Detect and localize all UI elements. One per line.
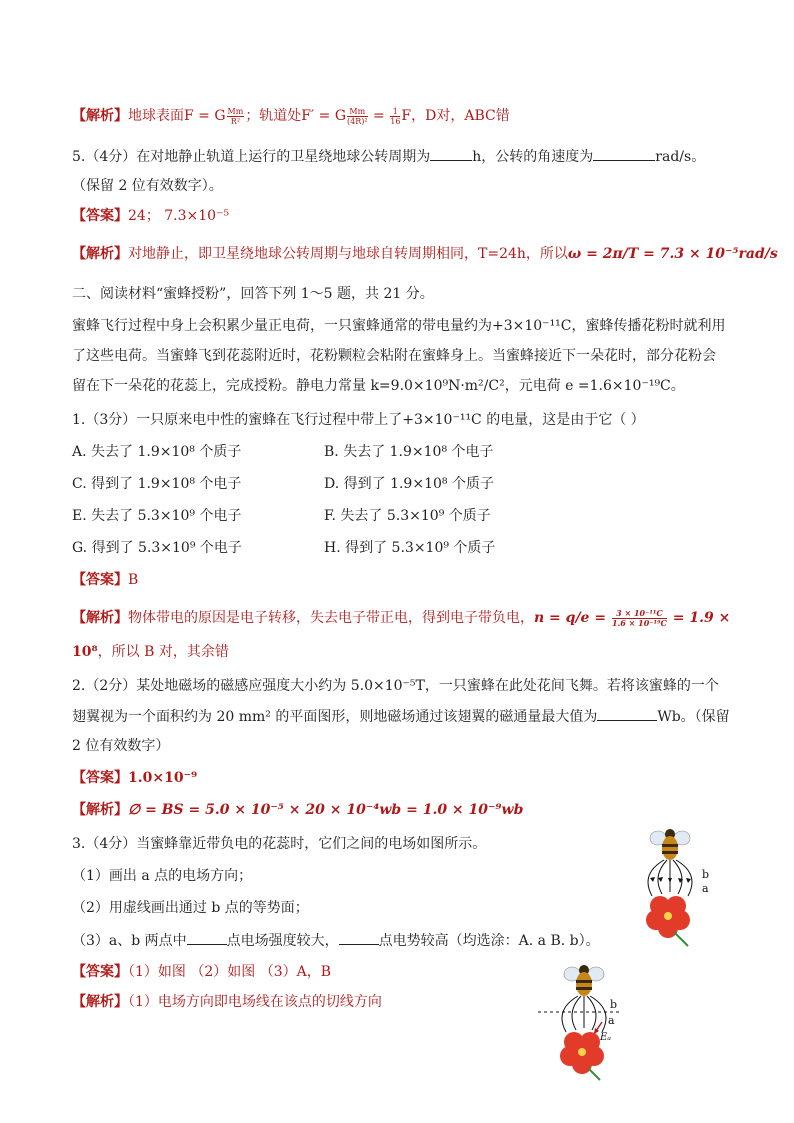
q1-answer <box>72 570 138 590</box>
q2-analysis <box>72 800 523 820</box>
answer-blank[interactable] <box>430 146 472 161</box>
ea-arrowhead <box>594 1028 599 1034</box>
q5-answer <box>72 206 229 226</box>
option-f[interactable]: F. 失去了 5.3×10⁹ 个质子 <box>324 508 491 524</box>
answer-text: 1.0×10⁻⁹ <box>128 770 198 786</box>
q3-answer <box>72 962 331 982</box>
analysis-formula: ω = 2π/T = 7.3 × 10⁻⁵rad/s <box>567 246 778 262</box>
reading-paragraph: 蜜蜂飞行过程中身上会积累少量正电荷，一只蜜蜂通常的带电量约为+3×10⁻¹¹C，蜜蜂传播花粉时就利用 <box>72 318 726 334</box>
q1-stem: 1.（3分）一只原来电中性的蜜蜂在飞行过程中带上了+3×10⁻¹¹C 的电量，这是由于它（ ） <box>72 412 645 428</box>
answer-text: （1）如图 （2）如图 （3）A，B <box>128 964 332 980</box>
analysis-tag: 【解析】 <box>72 108 128 124</box>
analysis-tag: 【解析】 <box>72 610 128 626</box>
option-g[interactable]: G. 得到了 5.3×10⁹ 个电子 <box>72 540 242 556</box>
option-b[interactable]: B. 失去了 1.9×10⁸ 个电子 <box>324 444 494 460</box>
analysis-formula: 10⁸ <box>72 644 98 660</box>
q3-sub1: （1）画出 a 点的电场方向； <box>72 868 253 884</box>
reading-paragraph: 了这些电荷。当蜜蜂飞到花蕊附近时，花粉颗粒会粘附在蜜蜂身上。当蜜蜂接近下一朵花时，部分花粉会 <box>72 348 716 364</box>
q3-analysis <box>72 992 382 1012</box>
reading-paragraph: 留在下一朵花的花蕊上，完成授粉。静电力常量 k=9.0×10⁹N·m²/C²，元电荷 e =1.6×10⁻¹⁹C。 <box>72 378 685 394</box>
analysis-tag: 【解析】 <box>72 246 128 262</box>
q2-stem: 2.（2分）某处地磁场的磁感应强度大小约为 5.0×10⁻⁵T，一只蜜蜂在此处花间飞舞。若将该蜜蜂的一个 <box>72 678 719 694</box>
q1-analysis-cont <box>72 642 229 662</box>
analysis-text: 地球表面F = G $\frac{Mm}{\text{R²}}$ ；轨道处F′ = G $\frac{Mm}{\text{(4R)²}}$ = $\frac{1}{16}$ F，D对，ABC错 <box>128 106 510 126</box>
q4-analysis <box>72 106 510 126</box>
point-b-label: b <box>702 868 710 881</box>
analysis-text: 对地静止，即卫星绕地球公转周期与地球自转周期相同，T=24h，所以 <box>128 246 568 262</box>
option-h[interactable]: H. 得到了 5.3×10⁹ 个质子 <box>324 540 496 556</box>
q3-sub2: （2）用虚线画出通过 b 点的等势面； <box>72 900 309 916</box>
analysis-formula: ∅ = BS = 5.0 × 10⁻⁵ × 20 × 10⁻⁴wb = 1.0 × 10⁻⁹wb <box>128 802 524 818</box>
answer-tag: 【答案】 <box>72 770 128 786</box>
option-c[interactable]: C. 得到了 1.9×10⁸ 个电子 <box>72 476 242 492</box>
point-a-label: a <box>608 1014 615 1027</box>
q2-answer <box>72 768 197 788</box>
option-e[interactable]: E. 失去了 5.3×10⁹ 个电子 <box>72 508 242 524</box>
q2-note: 2 位有效数字） <box>72 738 170 754</box>
bee-flower-field-figure <box>630 822 720 948</box>
q1-analysis <box>72 608 730 628</box>
analysis-tag: 【解析】 <box>72 994 128 1010</box>
analysis-text: ，所以 B 对，其余错 <box>97 644 229 660</box>
q2-stem-cont: 翅翼视为一个面积约为 20 mm² 的平面图形，则地磁场通过该翅翼的磁通量最大值为 Wb。（保留 <box>72 706 730 727</box>
point-b-label: b <box>610 998 618 1011</box>
answer-tag: 【答案】 <box>72 964 128 980</box>
q5-analysis <box>72 244 778 264</box>
answer-blank[interactable] <box>339 930 379 945</box>
section-heading: 二、阅读材料“蜜蜂授粉”，回答下列 1～5 题，共 21 分。 <box>72 286 434 302</box>
q3-stem: 3.（4分）当蜜蜂靠近带负电的花蕊时，它们之间的电场如图所示。 <box>72 836 487 852</box>
q3-sub3: （3）a、b 两点中 点电场强度较大， 点电势较高（均选涂：A. a B. b）。 <box>72 930 600 951</box>
q5-stem: 5.（4分）在对地静止轨道上运行的卫星绕地球公转周期为 h，公转的角速度为 rad/s。 <box>72 146 705 167</box>
flower-icon <box>646 896 690 946</box>
q5-note: （保留 2 位有效数字）。 <box>72 178 223 194</box>
option-d[interactable]: D. 得到了 1.9×10⁸ 个质子 <box>324 476 494 492</box>
option-a[interactable]: A. 失去了 1.9×10⁸ 个质子 <box>72 444 242 460</box>
answer-text: 24； 7.3×10⁻⁵ <box>128 208 230 224</box>
answer-blank[interactable] <box>187 930 227 945</box>
answer-tag: 【答案】 <box>72 208 128 224</box>
bee-icon <box>564 965 604 996</box>
point-a-label: a <box>702 882 709 895</box>
answer-text: B <box>128 572 139 588</box>
ea-label: Eₐ <box>600 1032 612 1043</box>
bee-flower-answer-figure <box>536 958 646 1082</box>
bee-icon <box>650 829 690 860</box>
analysis-text: 物体带电的原因是电子转移，失去电子带正电，得到电子带负电， <box>128 610 534 626</box>
answer-blank[interactable] <box>593 146 655 161</box>
answer-blank[interactable] <box>597 706 657 721</box>
analysis-formula: n = q/e = $\frac{\text{3 × 10⁻¹¹C}}{\text{1.6 × 10⁻¹⁹C}}$ = 1.9 × <box>534 607 731 628</box>
analysis-tag: 【解析】 <box>72 802 128 818</box>
answer-tag: 【答案】 <box>72 572 128 588</box>
analysis-text: （1）电场方向即电场线在该点的切线方向 <box>128 994 382 1010</box>
flower-icon <box>560 1032 604 1080</box>
